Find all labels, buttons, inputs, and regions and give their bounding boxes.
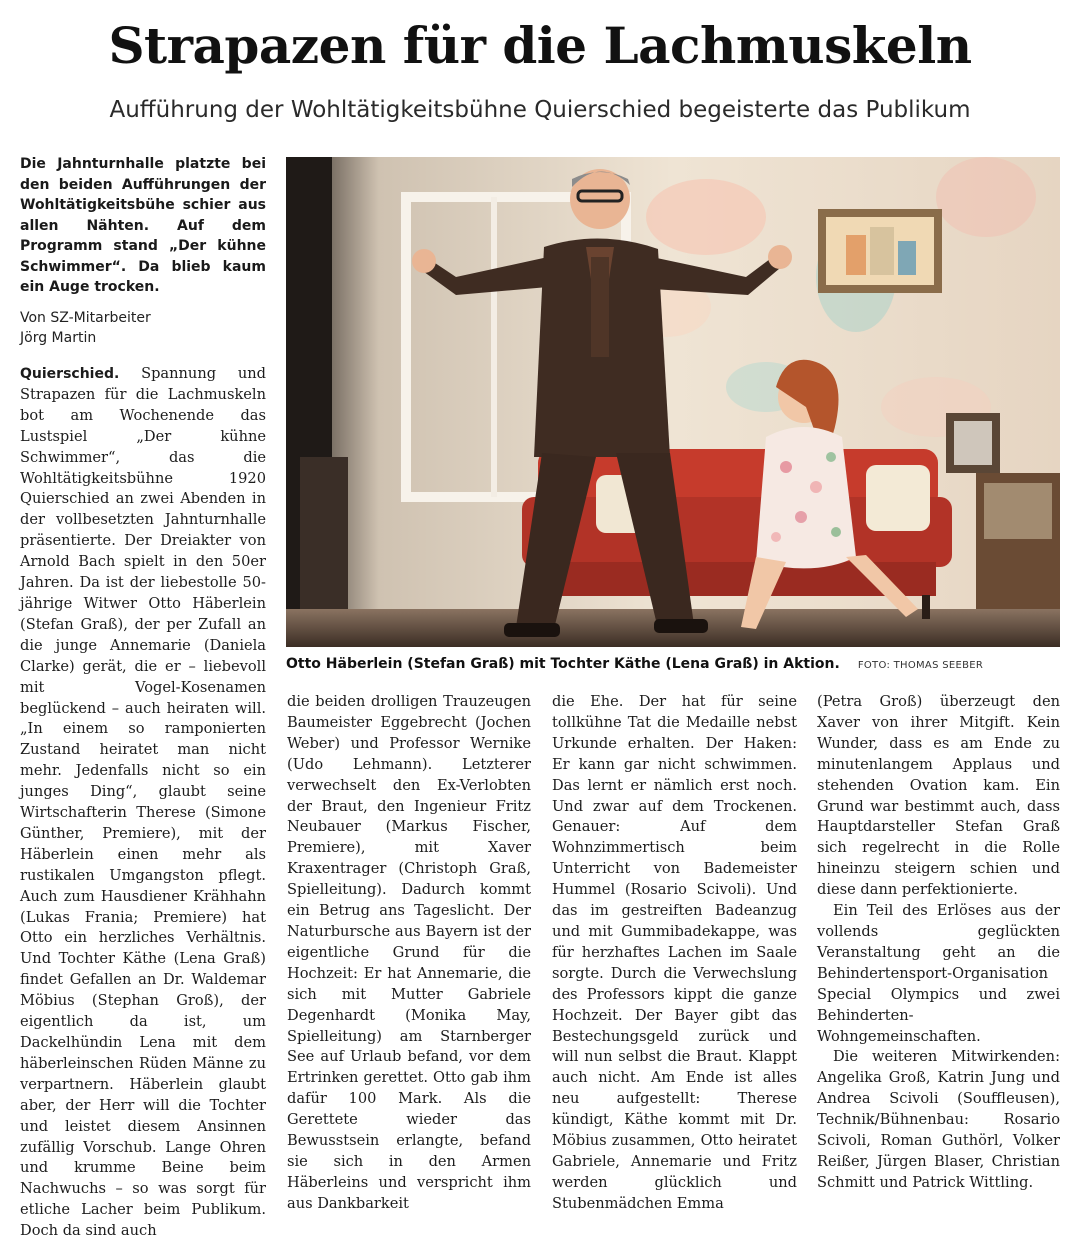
lead-paragraph: Die Jahnturnhalle platzte bei den beiden Aufführungen der Wohltätigkeitsbühe schier aus allen Nähten. Auf dem Programm stand „Der kühne Schwimmer“. Da blieb kaum ein Auge trocken. (20, 156, 266, 295)
photo-credit: FOTO: THOMAS SEEBER (857, 660, 984, 671)
column-4-paragraph-1: (Petra Groß) überzeugt den Xaver von ihrer Mitgift. Kein Wunder, dass es am Ende zu minutenlangem Applaus und stehenden Ovation kam. Ein Grund war bestimmt auch, dass Hauptdarsteller Stefan Graß sich regelrecht in die Rolle hineinzu steigern schien und diese dann perfektionierte. (817, 693, 1060, 899)
byline-role: Von SZ-Mitarbeiter (20, 310, 151, 326)
photo-caption-area (286, 653, 1060, 674)
column-2-text: die beiden drolligen Trauzeugen Baumeister Eggebrecht (Jochen Weber) und Professor Wernike (Udo Lehmann). Letzterer verwechselt den Ex-Verlobten der Braut, den Ingenieur Fritz Neubauer (Markus Fischer, Premiere), mit Xaver Kraxentrager (Christoph Graß, Spielleitung). Dadurch kommt ein Betrug ans Tageslicht. Der Naturbursche aus Bayern ist der eigentliche Grund für die Hochzeit: Er hat Annemarie, die sich mit Mutter Gabriele Degenhardt (Monika May, Spielleitung) am Starnberger See auf Urlaub befand, vor dem Ertrinken gerettet. Otto gab ihm dafür 100 Mark. Als die Gerettete wieder das Bewusstsein erlangte, befand sie sich in den Armen Häberleins und verspricht ihm aus Dankbarkeit (287, 693, 531, 1212)
column-3-text: die Ehe. Der hat für seine tollkühne Tat die Medaille nebst Urkunde erhalten. Der Haken: Er kann gar nicht schwimmen. Das lernt er nämlich erst noch. Und zwar auf dem Trockenen. Genauer: Auf dem Wohnzimmertisch beim Unterricht von Bademeister Hummel (Rosario Scivoli). Und das im gestreiften Badeanzug und mit Gummibadekappe, was für herzhaftes Lachen im Saale sorgte. Durch die Verwechslung des Professors kippt die ganze Hochzeit. Der Bayer gibt das Bestechungsgeld zurück und will nun selbst die Braut. Klappt auch nicht. Am Ende ist alles neu aufgestellt: Therese kündigt, Käthe kommt mit Dr. Möbius zusammen, Otto heiratet Gabriele, Annemarie und Fritz werden glücklich und Stubenmädchen Emma (552, 693, 797, 1212)
subheadline: Aufführung der Wohltätigkeitsbühne Quierschied begeisterte das Publikum (109, 97, 971, 123)
byline-author: Jörg Martin (20, 330, 97, 346)
dateline: Quierschied. (20, 366, 120, 382)
column-4-paragraph-3: Die weiteren Mitwirkenden: Angelika Groß, Katrin Jung und Andrea Scivoli (Souffleusen), Technik/Bühnenbau: Rosario Scivoli, Roman Guthörl, Volker Reißer, Jürgen Blaser, Christian Schmitt und Patrick Wittling. (817, 1048, 1060, 1191)
column-1-text: Spannung und Strapazen für die Lachmuskeln bot am Wochenende das Lustspiel „Der kühne Schwimmer“, das die Wohltätigkeitsbühne 1920 Quierschied an zwei Abenden in der vollbesetzten Jahnturnhalle präsentierte. Der Dreiakter von Arnold Bach spielt in den 50er Jahren. Da ist der liebestolle 50-jährige Witwer Otto Häberlein (Stefan Graß), der per Zufall an die junge Annemarie (Daniela Clarke) gerät, die er – liebevoll mit Vogel-Kosenamen beglückend – auch heiraten will. „In einem so ramponierten Zustand heiratet man nicht mehr. Jedenfalls nicht so ein junges Ding“, glaubt seine Wirtschafterin Therese (Simone Günther, Premiere), mit der Häberlein einen mehr als rustikalen Umgangston pflegt. Auch zum Hausdiener Krähhahn (Lukas Frania; Premiere) hat Otto ein herzliches Verhältnis. Und Tochter Käthe (Lena Graß) findet Gefallen an Dr. Waldemar Möbius (Stephan Groß), der eigentlich da ist, um Dackelhündin Lena mit dem häberleinschen Rüden Männe zu verpartnern. Häberlein glaubt aber, der Herr will die Tochter und leistet diesem Ansinnen zufällig Vorschub. Lange Ohren und krumme Beine beim Nachwuchs – so was sorgt für etliche Lacher beim Publikum. Doch da sind auch (20, 365, 266, 1240)
photo-caption: Otto Häberlein (Stefan Graß) mit Tochter Käthe (Lena Graß) in Aktion. (286, 656, 840, 672)
byline (20, 308, 266, 348)
column-1 (20, 364, 266, 1242)
column-2 (287, 692, 531, 1215)
stage-photo (286, 157, 1060, 647)
headline: Strapazen für die Lachmuskeln (108, 16, 972, 75)
stage-photo-illustration (286, 157, 1060, 647)
column-3 (552, 692, 797, 1215)
column-4-paragraph-2: Ein Teil des Erlöses aus der vollends geglückten Veranstaltung geht an die Behindertensport-Organisation Special Olympics und zwei Behinderten-Wohngemeinschaften. (817, 902, 1060, 1045)
column-4 (817, 692, 1060, 1194)
